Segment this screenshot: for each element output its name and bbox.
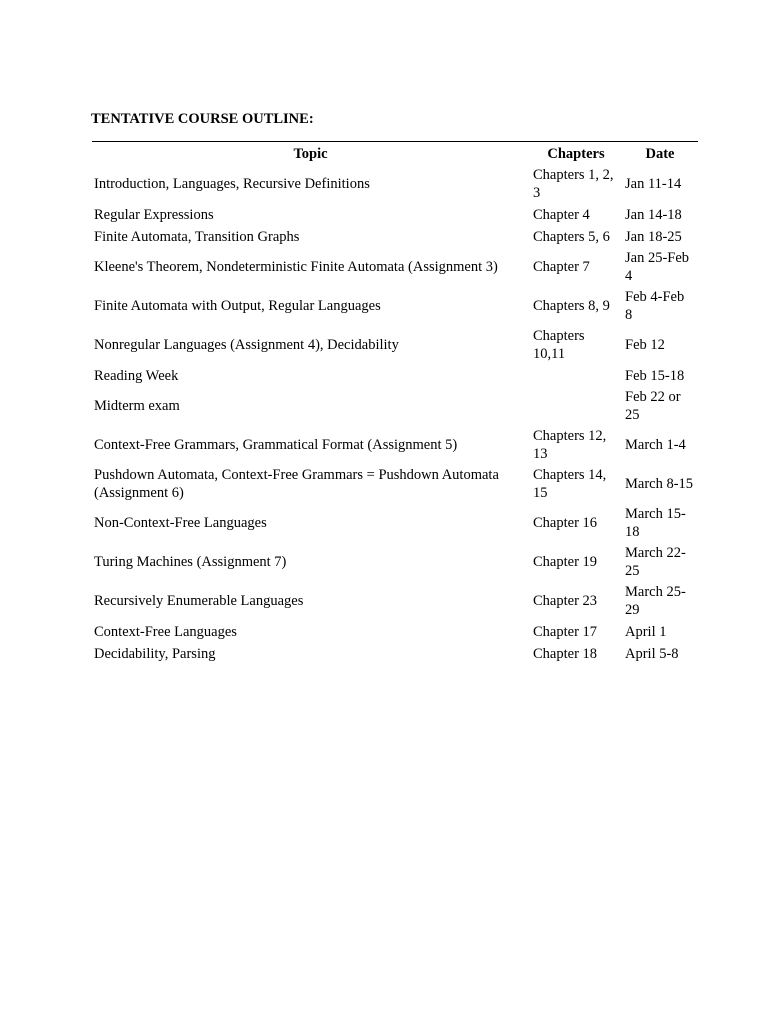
chapters-cell: Chapter 18	[533, 645, 598, 662]
date-cell: March 1-4	[625, 437, 686, 453]
table-row	[91, 287, 698, 326]
chapters-cell	[530, 365, 622, 387]
date-cell: Jan 14-18	[625, 206, 682, 223]
topic-cell: Introduction, Languages, Recursive Definitions	[94, 176, 370, 192]
topic-cell: Non-Context-Free Languages	[94, 515, 267, 531]
date-cell: Jan 25-Feb 4	[625, 250, 690, 284]
table-row	[91, 226, 698, 248]
chapters-cell: Chapters 5, 6	[533, 228, 610, 245]
header-rule	[92, 141, 698, 142]
topic-cell: Context-Free Grammars, Grammatical Format (Assignment 5)	[94, 437, 458, 453]
table-header-row	[91, 143, 698, 165]
date-cell: Jan 18-25	[625, 228, 682, 245]
table-row	[91, 504, 698, 543]
chapters-cell: Chapter 19	[533, 554, 598, 570]
table-row	[91, 643, 698, 665]
date-cell: March 22-25	[625, 545, 686, 579]
column-header-chapters: Chapters	[547, 146, 605, 162]
topic-cell: Decidability, Parsing	[94, 645, 216, 662]
date-cell: Feb 15-18	[625, 367, 685, 384]
column-header-topic: Topic	[293, 146, 328, 162]
table-row	[91, 582, 698, 621]
date-cell: April 5-8	[625, 645, 679, 662]
topic-cell: Recursively Enumerable Languages	[94, 593, 304, 609]
table-row	[91, 248, 698, 287]
topic-cell: Context-Free Languages	[94, 623, 237, 640]
table-row	[91, 543, 698, 582]
chapters-cell: Chapter 4	[533, 206, 590, 223]
course-outline-table	[91, 143, 698, 665]
table-row	[91, 326, 698, 365]
chapters-cell	[530, 387, 622, 426]
topic-cell: Finite Automata with Output, Regular Languages	[94, 298, 381, 314]
topic-cell: Regular Expressions	[94, 206, 214, 223]
chapters-cell: Chapters 10,11	[533, 328, 585, 362]
chapters-cell: Chapters 1, 2, 3	[533, 167, 614, 201]
column-header-date: Date	[645, 146, 675, 162]
date-cell: March 15-18	[625, 506, 686, 540]
table-row	[91, 621, 698, 643]
topic-cell: Midterm exam	[94, 398, 180, 414]
chapters-cell: Chapter 17	[533, 623, 598, 640]
date-cell: Feb 12	[625, 337, 665, 353]
topic-cell: Nonregular Languages (Assignment 4), Decidability	[94, 337, 399, 353]
date-cell: March 8-15	[625, 476, 694, 492]
chapters-cell: Chapters 8, 9	[533, 298, 610, 314]
chapters-cell: Chapter 16	[533, 515, 598, 531]
date-cell: March 25-29	[625, 584, 686, 618]
topic-cell: Turing Machines (Assignment 7)	[94, 554, 287, 570]
topic-cell: Reading Week	[94, 367, 179, 384]
date-cell: Jan 11-14	[625, 176, 682, 192]
topic-cell: Pushdown Automata, Context-Free Grammars = Pushdown Automata (Assignment 6)	[94, 467, 499, 501]
table-row	[91, 387, 698, 426]
table-row	[91, 426, 698, 465]
chapters-cell: Chapters 14, 15	[533, 467, 607, 501]
date-cell: Feb 22 or 25	[625, 389, 681, 423]
page-title: TENTATIVE COURSE OUTLINE:	[91, 111, 314, 127]
table-row	[91, 165, 698, 204]
table-row	[91, 365, 698, 387]
date-cell: April 1	[625, 623, 667, 640]
table-row	[91, 204, 698, 226]
table-row	[91, 465, 698, 504]
topic-cell: Finite Automata, Transition Graphs	[94, 228, 300, 245]
chapters-cell: Chapter 23	[533, 593, 598, 609]
date-cell: Feb 4-Feb 8	[625, 289, 685, 323]
chapters-cell: Chapter 7	[533, 259, 590, 275]
topic-cell: Kleene's Theorem, Nondeterministic Finite Automata (Assignment 3)	[94, 259, 498, 275]
chapters-cell: Chapters 12, 13	[533, 428, 607, 462]
